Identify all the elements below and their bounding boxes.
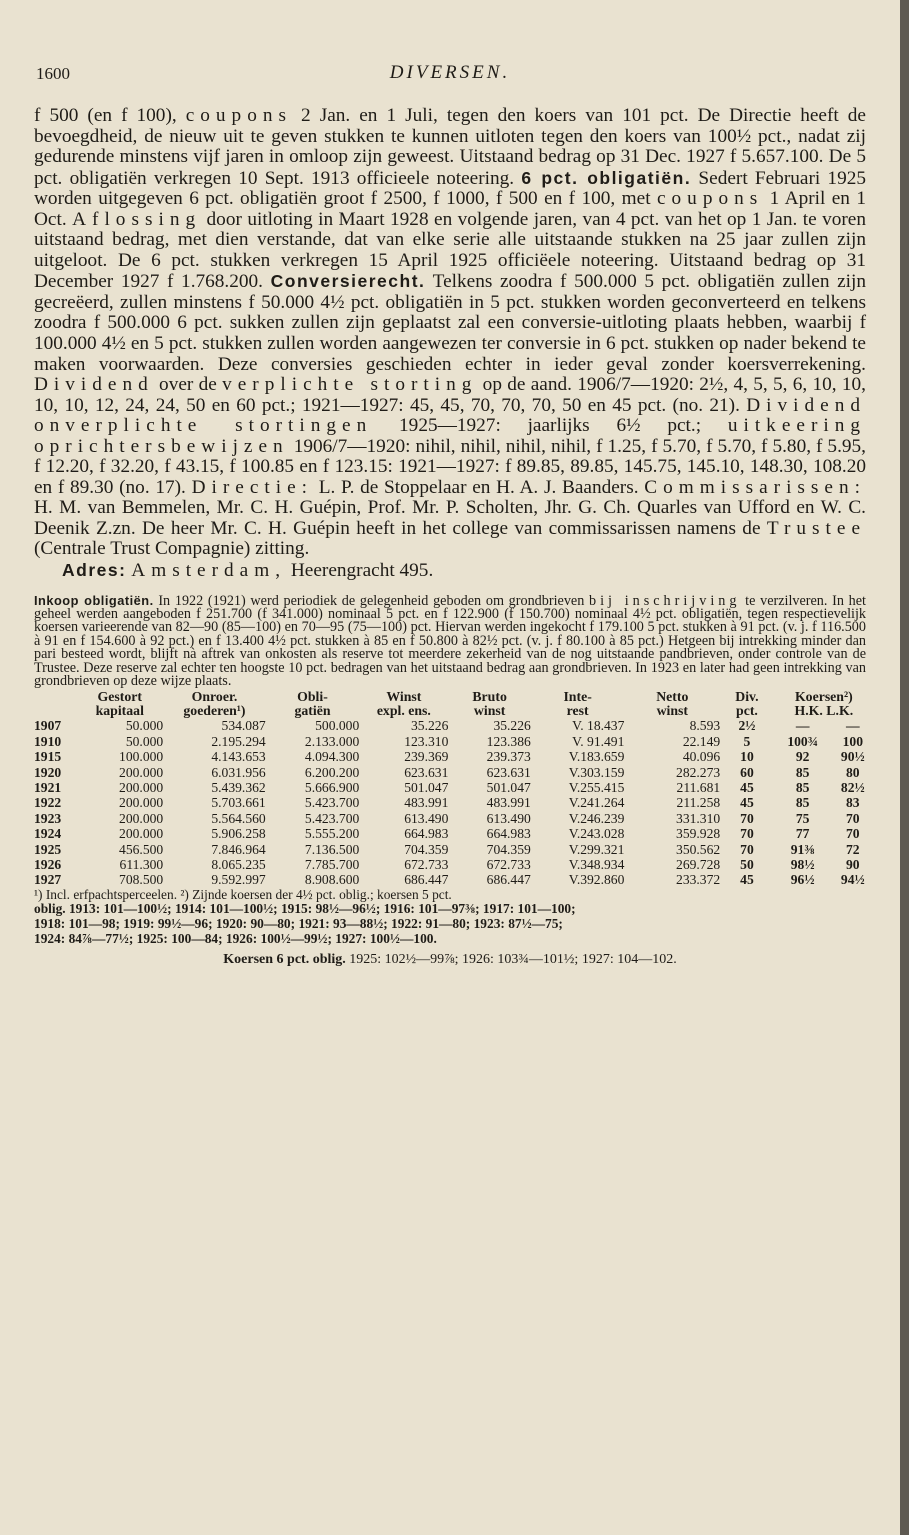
table-cell: — — [795, 718, 810, 734]
column-header-line: Winst — [386, 689, 422, 705]
table-cell: 664.983 — [404, 826, 449, 842]
footnotes — [34, 888, 866, 946]
table-cell: 7.846.964 — [211, 841, 266, 857]
table-cell: V.246.239 — [568, 810, 625, 826]
spaced-term: Dividend onverplichte stortingen — [34, 394, 866, 437]
table-cell: 200.000 — [119, 764, 164, 780]
table-cell: 6.200.200 — [304, 764, 360, 780]
footnote-line: ¹) Incl. erfpachtsperceelen. ²) Zijnde koersen der 4½ pct. oblig.; koersen 5 pct. — [34, 886, 452, 902]
address-label: Adres: — [62, 560, 127, 581]
table-cell: 239.373 — [486, 749, 531, 765]
table-cell: 77 — [795, 826, 810, 842]
spaced-term: coupons — [656, 188, 764, 210]
column-header-line: kapitaal — [95, 703, 144, 719]
table-cell: 359.928 — [676, 826, 721, 842]
section-heading: 6 pct. obligatiën. — [521, 167, 692, 188]
table-column-header — [163, 690, 265, 718]
table-row — [34, 857, 874, 872]
spaced-term: Aflossing — [72, 208, 202, 230]
year-cell: 1910 — [34, 733, 62, 749]
column-header-line: winst — [656, 703, 689, 719]
table-cell: 123.310 — [404, 733, 449, 749]
table-cell: 331.310 — [676, 810, 721, 826]
table-cell: 35.226 — [493, 718, 531, 734]
table-cell: 83 — [846, 795, 860, 811]
table-cell: 5.555.200 — [304, 826, 360, 842]
running-head: DIVERSEN. — [389, 62, 511, 83]
table-body — [34, 718, 874, 887]
table-cell: 623.631 — [404, 764, 449, 780]
spaced-term: Directie: — [191, 476, 314, 498]
column-header-line: Onroer. — [191, 689, 238, 705]
text-segment: 2 Jan. en 1 Juli, tegen den koers van 101 pct. De Directie heeft de bevoegdheid, de nieuw uit te geven stukken te kunnen uitloten tegen den koers van 100½ pct., nadat zij gedurende minstens vijf jaren in omloop zijn geweest. Uitstaand bedrag op 31 Dec. 1927 f 5.657.100. De 5 pct. obligatiën verkregen 10 Sept. 1913 officieele noteering. — [34, 105, 866, 189]
table-cell: V.255.415 — [568, 780, 625, 796]
table-cell: 50.000 — [125, 718, 164, 734]
section-heading: Conversierecht. — [270, 271, 426, 292]
table-cell: 70 — [740, 841, 754, 857]
text-segment: door uitloting in Maart 1928 en volgende jaren, van 4 pct. van het op 1 Jan. te voren uitstaand bedrag, met dien verstande, dat van elke serie alle uitstaande stukken na 25 jaar zullen zijn uitgeloot. De 6 pct. stukken verkregen 15 April 1925 officiëele noteering. Uitstaand bedrag op 31 December 1927 f 1.768.200. — [34, 208, 867, 293]
table-cell: 6.031.956 — [211, 764, 266, 780]
table-cell: 70 — [740, 826, 754, 842]
table-cell: 623.631 — [486, 764, 531, 780]
table-cell: 686.447 — [486, 872, 531, 888]
table-cell: 45 — [740, 780, 754, 796]
table-cell: 500.000 — [315, 718, 360, 734]
footnote-line: oblig. 1913: 101—100½; 1914: 101—100½; 1915: 98½—96½; 1916: 101—97⅜; 1917: 101—100; — [34, 901, 576, 917]
table-cell: 2.133.000 — [304, 733, 360, 749]
spaced-term: Trustee — [766, 517, 866, 539]
spaced-term: Commissarissen: — [644, 476, 866, 498]
table-cell: 2½ — [738, 718, 756, 734]
year-cell: 1907 — [34, 718, 62, 734]
table-cell: 611.300 — [119, 857, 164, 873]
table-cell: 85 — [795, 780, 810, 796]
table-cell: 45 — [740, 872, 754, 888]
table-cell: 613.490 — [404, 810, 449, 826]
column-header-line: Inte- — [563, 689, 592, 705]
table-cell: 672.733 — [486, 857, 531, 873]
table-cell: 4.094.300 — [304, 749, 360, 765]
year-cell: 1923 — [34, 810, 62, 826]
address-city: Amsterdam, — [131, 560, 287, 582]
table-cell: 8.908.600 — [304, 872, 360, 888]
table-header-row — [34, 690, 874, 718]
text-segment: Sedert Februari 1925 worden uitgegeven 6 pct. obligatiën groot f 2500, f 1000, f 500 en f 100, met — [34, 167, 866, 210]
koersen-label: Koersen 6 pct. oblig. — [223, 952, 346, 968]
text-segment: f 500 (en f 100), — [34, 105, 186, 126]
table-cell: 72 — [846, 841, 860, 857]
column-header-line: Netto — [656, 689, 689, 705]
column-header-line: gatiën — [294, 703, 331, 719]
column-header-line: Obli- — [297, 689, 328, 705]
table-cell: 686.447 — [404, 872, 449, 888]
table-cell: 82½ — [840, 780, 865, 796]
spaced-term: bij inschrijving — [589, 592, 741, 609]
table-cell: 91⅜ — [790, 841, 815, 857]
table-cell: 70 — [846, 810, 860, 826]
table-cell: 200.000 — [119, 810, 164, 826]
table-cell: 233.372 — [676, 872, 721, 888]
table-column-header — [624, 690, 720, 718]
table-row — [34, 780, 874, 795]
table-cell: 100 — [842, 733, 863, 749]
column-header-line: Div. — [735, 689, 759, 705]
table-cell: 45 — [740, 795, 754, 811]
table-cell: 211.258 — [676, 795, 721, 811]
table-cell: 9.592.997 — [211, 872, 266, 888]
table-column-header — [359, 690, 448, 718]
column-header-line: expl. ens. — [376, 703, 431, 719]
text-segment: 1906/7—1920: nihil, nihil, nihil, nihil, f 1.25, f 5.70, f 5.70, f 5.80, f 5.95, f 12.20, f 32.20, f 43.15, f 100.85 en f 123.15: 1921—1927: f 89.85, 89.85, 145.75, 145.10, 148.30, 108.20 en f 89.30 (no. 17). — [34, 435, 866, 498]
table-row — [34, 749, 874, 764]
spaced-term: verplichte storting — [222, 374, 478, 396]
table-cell: — — [846, 718, 860, 734]
table-cell: 8.593 — [689, 718, 721, 734]
year-cell: 1925 — [34, 841, 62, 857]
table-column-header — [774, 690, 874, 718]
year-cell: 1921 — [34, 780, 62, 796]
text-segment: op de aand. 1906/7—1920: 2½, 4, 5, 5, 6, 10, 10, 10, 10, 12, 24, 24, 50 en 60 pct.; 1921—1927: 45, 45, 70, 70, 70, 50 en 45 pct. (no. 21). — [34, 374, 866, 416]
table-row — [34, 826, 874, 841]
table-cell: 70 — [740, 810, 754, 826]
column-header-line: winst — [473, 703, 506, 719]
column-header-line: Bruto — [472, 689, 507, 705]
year-cell: 1920 — [34, 764, 62, 780]
page-edge — [900, 0, 909, 1535]
spaced-term: Dividend — [34, 374, 154, 396]
table-row — [34, 811, 874, 826]
table-cell: 75 — [795, 810, 810, 826]
text-segment: Telkens zoodra f 500.000 5 pct. obligatiën zullen zijn gecreëerd, zullen minstens f 50.000 4½ pct. obligatiën in 5 pct. stukken worden geconverteerd en telkens zoodra f 500.000 6 pct. sukken zullen zijn geplaatst zal een conversie-uitloting plaats hebben, waarbij f 100.000 4½ en 5 pct. stukken zullen worden aangewezen ter conversie in 6 pct. stukken op nader bekend te maken voorwaarden. Deze conversies geschieden echter in ieder geval zonder koersverrekening. — [34, 271, 866, 375]
table-cell: 70 — [846, 826, 860, 842]
table-cell: 80 — [846, 764, 860, 780]
table-cell: V.392.860 — [568, 872, 625, 888]
table-cell: 90½ — [840, 749, 865, 765]
table-cell: 40.096 — [682, 749, 721, 765]
text-segment: (Centrale Trust Compagnie) zitting. — [34, 538, 310, 560]
table-cell: 92 — [795, 749, 810, 765]
table-cell: V. 91.491 — [572, 733, 625, 749]
table-cell: 483.991 — [404, 795, 449, 811]
table-cell: 5.703.661 — [211, 795, 266, 811]
table-row — [34, 765, 874, 780]
table-cell: 98½ — [790, 857, 815, 873]
table-cell: 704.359 — [486, 841, 531, 857]
main-paragraph — [34, 106, 866, 582]
table-cell: 672.733 — [404, 857, 449, 873]
table-cell: 100.000 — [119, 749, 164, 765]
table-cell: 200.000 — [119, 795, 164, 811]
table-cell: 22.149 — [682, 733, 721, 749]
table-cell: V.241.264 — [568, 795, 625, 811]
table-cell: 50 — [740, 857, 754, 873]
page-header — [34, 60, 866, 90]
page-number: 1600 — [36, 64, 70, 83]
table-cell: 483.991 — [486, 795, 531, 811]
year-cell: 1927 — [34, 872, 62, 888]
address-line — [34, 560, 866, 582]
column-header-line: Gestort — [97, 689, 142, 705]
table-cell: 211.681 — [676, 780, 721, 796]
table-cell: 10 — [740, 749, 754, 765]
table-cell: 456.500 — [119, 841, 164, 857]
table-cell: 85 — [795, 764, 810, 780]
table-cell: 60 — [740, 764, 754, 780]
table-cell: V.243.028 — [568, 826, 625, 842]
table-cell: 200.000 — [119, 780, 164, 796]
table-cell: 269.728 — [676, 857, 721, 873]
text-segment: 1925—1927: jaarlijks 6½ pct.; — [372, 415, 728, 437]
financial-table — [34, 690, 874, 887]
table-cell: 200.000 — [119, 826, 164, 842]
small-paragraph — [34, 594, 866, 689]
table-cell: 350.562 — [676, 841, 721, 857]
table-cell: V.348.934 — [568, 857, 625, 873]
table-cell: 5.439.362 — [211, 780, 266, 796]
table-cell: 5 — [743, 733, 751, 749]
year-cell: 1926 — [34, 857, 62, 873]
table-cell: V.183.659 — [568, 749, 625, 765]
table-row — [34, 734, 874, 749]
table-cell: 7.785.700 — [304, 857, 360, 873]
table-cell: 5.906.258 — [211, 826, 266, 842]
table-cell: 50.000 — [125, 733, 164, 749]
table-cell: V.299.321 — [568, 841, 625, 857]
table-cell: V. 18.437 — [572, 718, 625, 734]
table-cell: 501.047 — [404, 780, 449, 796]
small-section-heading: Inkoop obligatiën. — [34, 592, 154, 608]
koersen-line — [34, 952, 866, 968]
table-cell: 96½ — [790, 872, 815, 888]
table-row — [34, 795, 874, 810]
column-header-line: goederen¹) — [183, 703, 246, 719]
table-cell: V.303.159 — [568, 764, 625, 780]
table-column-header — [720, 690, 773, 718]
table-cell: 5.666.900 — [304, 780, 360, 796]
table-cell: 85 — [795, 795, 810, 811]
column-header-line: Koersen²) — [794, 689, 853, 705]
text-segment: H. M. van Bemmelen, Mr. C. H. Guépin, Prof. Mr. P. Scholten, Jhr. G. Ch. Quarles van Ufford en W. C. Deenik Z.zn. De heer Mr. C. H. Guépin heeft in het college van commissarissen namens de — [34, 497, 866, 539]
table-cell: 664.983 — [486, 826, 531, 842]
spaced-term: coupons — [185, 105, 292, 126]
table-cell: 2.195.294 — [211, 733, 266, 749]
table-cell: 90 — [846, 857, 860, 873]
table-column-header — [448, 690, 530, 718]
table-cell: 5.564.560 — [211, 810, 266, 826]
table-cell: 7.136.500 — [304, 841, 360, 857]
table-cell: 239.369 — [404, 749, 449, 765]
table-cell: 5.423.700 — [304, 795, 360, 811]
footnote-line: 1918: 101—98; 1919: 99½—96; 1920: 90—80; 1921: 93—88½; 1922: 91—80; 1923: 87½—75; — [34, 916, 563, 932]
text-segment: In 1922 (1921) werd periodiek de gelegenheid geboden om grondbrieven — [153, 592, 590, 609]
table-cell: 282.273 — [676, 764, 721, 780]
table-cell: 123.386 — [486, 733, 531, 749]
table-column-header — [34, 690, 76, 718]
table-column-header — [266, 690, 360, 718]
table-cell: 704.359 — [404, 841, 449, 857]
table-cell: 501.047 — [486, 780, 531, 796]
text-segment: over de — [153, 374, 223, 396]
footnote-line: 1924: 84⅞—77½; 1925: 100—84; 1926: 100½—99½; 1927: 100½—100. — [34, 930, 437, 946]
table-cell: 94½ — [840, 872, 865, 888]
table-cell: 5.423.700 — [304, 810, 360, 826]
column-header-line: rest — [566, 703, 589, 719]
table-column-header — [76, 690, 163, 718]
table-cell: 708.500 — [119, 872, 164, 888]
text-segment: 1 April en 1 Oct. — [34, 188, 866, 230]
table-cell: 8.065.235 — [211, 857, 266, 873]
table-row — [34, 872, 874, 887]
koersen-values: 1925: 102½—99⅞; 1926: 103¾—101½; 1927: 104—102. — [345, 952, 677, 968]
table-row — [34, 842, 874, 857]
table-column-header — [531, 690, 625, 718]
column-header-line: H.K. L.K. — [794, 703, 854, 719]
table-cell: 100¾ — [787, 733, 818, 749]
column-header-line: pct. — [736, 703, 758, 719]
table-cell: 35.226 — [411, 718, 449, 734]
table-cell: 4.143.653 — [211, 749, 266, 765]
text-segment: L. P. de Stoppelaar en H. A. J. Baanders. — [313, 476, 645, 498]
table-row — [34, 718, 874, 733]
table-cell: 613.490 — [486, 810, 531, 826]
year-cell: 1924 — [34, 826, 62, 842]
document-page — [34, 60, 866, 968]
spaced-term: uitkeering oprichtersbewijzen — [34, 415, 866, 457]
year-cell: 1922 — [34, 795, 62, 811]
text-segment: te verzilveren. In het geheel werden aangeboden f 251.700 (f 341.000) nominaal 5 pct. en f 122.900 (f 150.700) nominaal 4½ pct. obligatiën, tegen respectievelijk koersen varieerende van 82—90 (85—100) en 70—95 (75—100) pct. Hiervan werden ingekocht f 179.100 5 pct. stukken à 91 pct. (v. j. f 116.500 à 91 en f 154.600 à 92 pct.) en f 13.400 4½ pct. stukken à 85 en f 50.800 à 82½ pct. (v. j. f 80.100 à 85 pct.) Hetgeen bij intrekking minder dan pari besteed wordt, blijft nà aftrek van onkosten als reserve tot meerdere zekerheid van de nog uitstaande pandbrieven, onder controle van de Trustee. Deze reserve zal echter ten hoogste 10 pct. bedragen van het uitstaand bedrag aan grondbrieven. In 1923 en later had geen intrekking van grondbrieven op deze wijze plaats. — [34, 592, 866, 690]
table-cell: 534.087 — [221, 718, 266, 734]
year-cell: 1915 — [34, 749, 62, 765]
address-street: Heerengracht 495. — [286, 560, 434, 582]
